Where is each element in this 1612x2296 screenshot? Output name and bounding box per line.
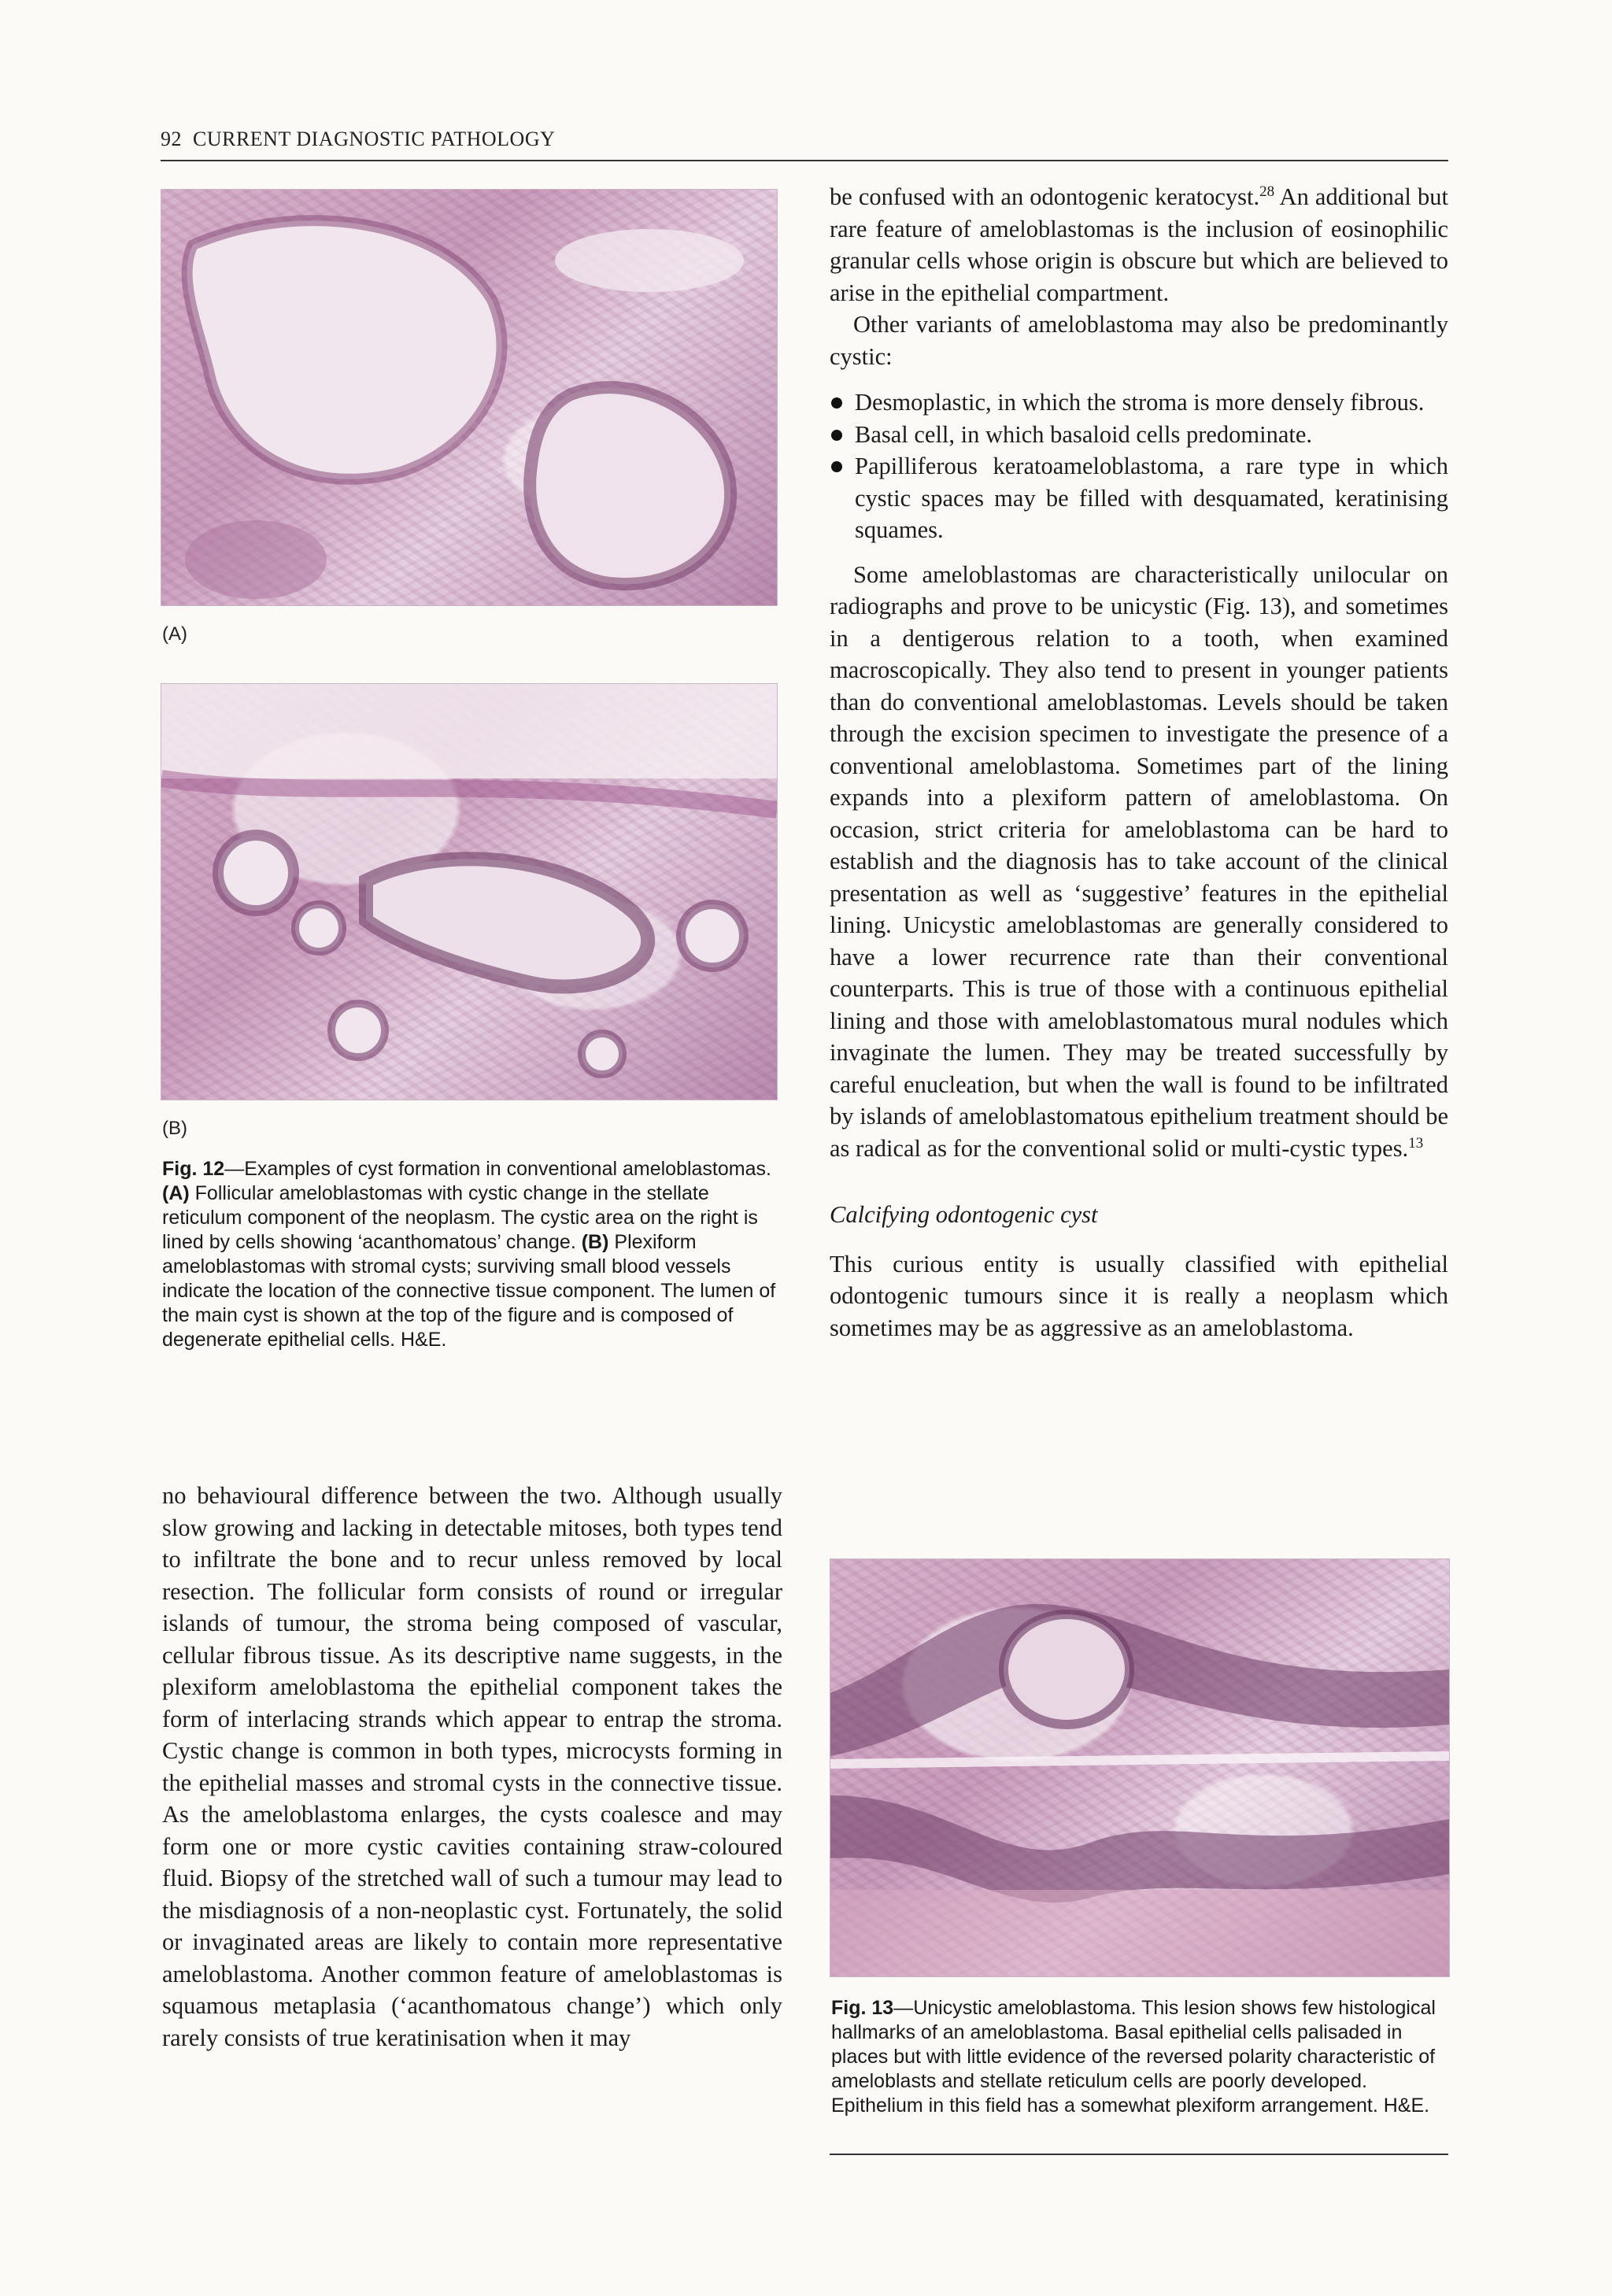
section-heading: Calcifying odontogenic cyst xyxy=(830,1201,1098,1228)
header-rule xyxy=(161,160,1448,161)
figure-12a-illustration xyxy=(161,190,777,605)
figure-13-illustration xyxy=(830,1559,1449,1976)
page-number: 92 xyxy=(161,128,182,150)
figure-13-micrograph xyxy=(830,1558,1450,1977)
figure-13-caption: Fig. 13—Unicystic ameloblastoma. This lesion shows few histological hallmarks of an ameloblastoma. Basal epithelial cells palisaded in places but with little evidence of the reversed polarity characteristic of ameloblasts and stellate reticulum cells are poorly developed. Epithelium in this field has a somewhat plexiform arrangement. H&E. xyxy=(831,1997,1436,2117)
left-column-text xyxy=(162,1480,782,2054)
reference-13: 13 xyxy=(1408,1134,1424,1152)
body-paragraph: Other variants of ameloblastoma may also be predominantly cystic: xyxy=(830,311,1448,370)
bottom-rule xyxy=(830,2154,1448,2155)
figure-12b-label: (B) xyxy=(162,1118,187,1139)
body-paragraph: Some ameloblastomas are characteristically unilocular on radiographs and prove to be unicystic (Fig. 13), and sometimes in a dentigerous relation to a tooth, when examined macroscopically. They also tend to present in younger patients than do conventional ameloblastomas. Levels should be taken through the excision specimen to investigate the presence of a conventional ameloblastoma. Sometimes part of the lining expands into a plexiform pattern of ameloblastoma. On occasion, strict criteria for ameloblastoma can be hard to establish and the diagnosis has to take account of the clinical presentation as well as ‘suggestive’ features in the epithelial lining. Unicystic ameloblastomas are generally considered to have a lower recurrence rate than their conventional counterparts. This is true of those with a continuous epithelial lining and those with ameloblastomatous mural nodules which invaginate the lumen. They may be treated successfully by careful enucleation, but when the wall is found to be infiltrated by islands of ameloblastomatous epithelium treatment should be as radical as for the conventional solid or multi-cystic types.$^{13}$ xyxy=(830,560,1448,1162)
figure-12-caption: Fig. 12—Examples of cyst formation in conventional ameloblastomas. (A) Follicular ameloblastomas with cystic change in the stellate reticulum component of the neoplasm. The cystic area on the right is lined by cells showing ‘acanthomatous’ change. (B) Plexiform ameloblastomas with stromal cysts; surviving small blood vessels indicate the location of the connective tissue component. The lumen of the main cyst is shown at the top of the figure and is composed of degenerate epithelial cells. H&E. xyxy=(162,1158,776,1351)
figure-12a-label: (A) xyxy=(162,623,187,645)
figure-12-caption-label: Fig. 12 xyxy=(162,1158,225,1180)
list-item: Desmoplastic, in which the stroma is more densely fibrous. xyxy=(830,386,1448,419)
list-item: Basal cell, in which basaloid cells predominate. xyxy=(830,419,1448,451)
body-paragraph: This curious entity is usually classified with epithelial odontogenic tumours since it is really a neoplasm which sometimes may be as aggressive as an ameloblastoma. xyxy=(830,1250,1448,1341)
list-item: Papilliferous keratoameloblastoma, a rare type in which cystic spaces may be filled with desquamated, keratinising squames. xyxy=(830,450,1448,546)
running-head xyxy=(161,128,1448,151)
figure-12b-illustration xyxy=(161,684,777,1100)
figure-12a-micrograph xyxy=(161,189,778,606)
body-paragraph: be confused with an odontogenic keratocyst.$^{28}$ An additional but rare feature of ameloblastomas is the inclusion of eosinophilic granular cells whose origin is obscure but which are believed to arise in the epithelial compartment. xyxy=(830,183,1448,306)
reference-28: 28 xyxy=(1259,183,1275,200)
body-paragraph: no behavioural difference between the two. Although usually slow growing and lacking in detectable mitoses, both types tend to infiltrate the bone and to recur unless removed by local resection. The follicular form consists of round or irregular islands of tumour, the stroma being composed of vascular, cellular fibrous tissue. As its descriptive name suggests, in the plexiform ameloblastoma the epithelial component takes the form of interlacing strands which appear to entrap the stroma. Cystic change is common in both types, microcysts forming in the epithelial masses and stromal cysts in the connective tissue. As the ameloblastoma enlarges, the cysts coalesce and may form one or more cystic cavities containing straw-coloured fluid. Biopsy of the stretched wall of such a tumour may lead to the misdiagnosis of a non-neoplastic cyst. Fortunately, the solid or invaginated areas are likely to contain more representative ameloblastoma. Another common feature of ameloblastomas is squamous metaplasia (‘acanthomatous change’) which only rarely consists of true keratinisation when it may xyxy=(162,1482,782,2051)
figure-12b-micrograph xyxy=(161,683,778,1100)
right-column-text xyxy=(830,181,1448,1344)
figure-13-caption-label: Fig. 13 xyxy=(831,1997,894,2019)
running-title: CURRENT DIAGNOSTIC PATHOLOGY xyxy=(193,128,556,150)
variant-list xyxy=(830,386,1448,546)
